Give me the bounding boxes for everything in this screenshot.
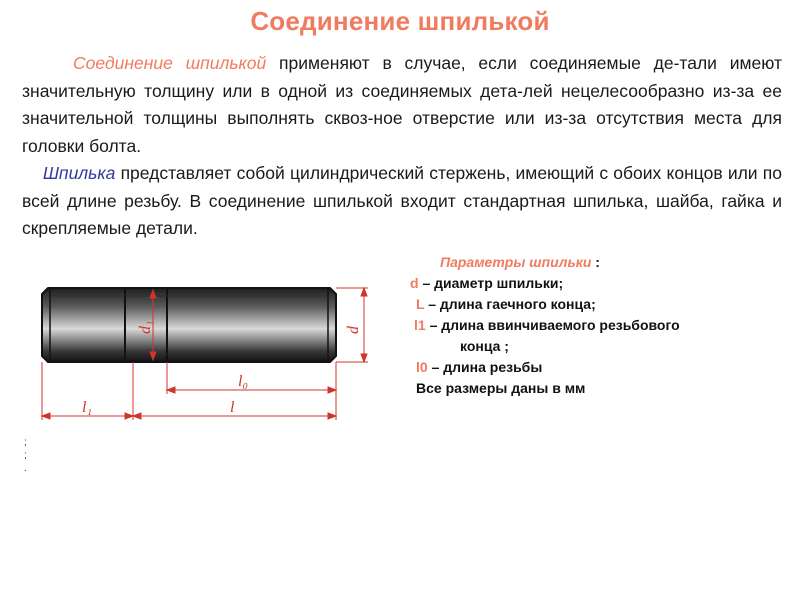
parameters-list <box>386 252 786 399</box>
param-L: L – длина гаечного конца; <box>416 296 596 312</box>
footer-mark: . <box>24 463 27 474</box>
label-l: l <box>230 399 235 416</box>
stud-body <box>42 288 336 362</box>
parameters-header: Параметры шпильки : <box>440 254 600 270</box>
param-l1: l1 – длина ввинчиваемого резьбового <box>414 317 680 333</box>
paragraph-stud <box>22 160 782 243</box>
label-l1: l₁ <box>82 399 93 416</box>
label-d1: d₁ <box>137 320 154 334</box>
page-title: Соединение шпилькой <box>250 6 550 36</box>
footer-mark: ; <box>24 450 27 461</box>
units-note: Все размеры даны в мм <box>416 380 586 396</box>
term-connection: Соединение шпилькой <box>73 53 267 73</box>
param-l1-cont: конца ; <box>460 338 509 354</box>
paragraph-stud-text: представляет собой цилиндрический стержень, имеющий с обоих концов или по всей длине резьбу. В соединение шпилькой входит стандартная шпилька, шайба, гайка и скрепляемые детали. <box>22 163 782 238</box>
label-l0: l₀ <box>238 373 249 390</box>
paragraph-connection <box>22 50 782 160</box>
param-l0: l0 – длина резьбы <box>416 359 543 375</box>
param-d: d – диаметр шпильки; <box>410 275 564 291</box>
term-stud: Шпилька <box>42 163 116 183</box>
paragraph-connection-text: применяют в случае, если соединяемые де-тали имеют значительную толщину или в одной из соединяемых дета-лей нецелесообразно из-за ее значительной толщины выполнять сквоз-ное отверстие или из-за отсутствия места для головки болта. <box>22 53 783 156</box>
label-d: d <box>345 326 362 334</box>
footer-mark: ; <box>24 437 27 448</box>
footer-marks <box>24 436 27 475</box>
stud-drawing <box>30 268 380 428</box>
